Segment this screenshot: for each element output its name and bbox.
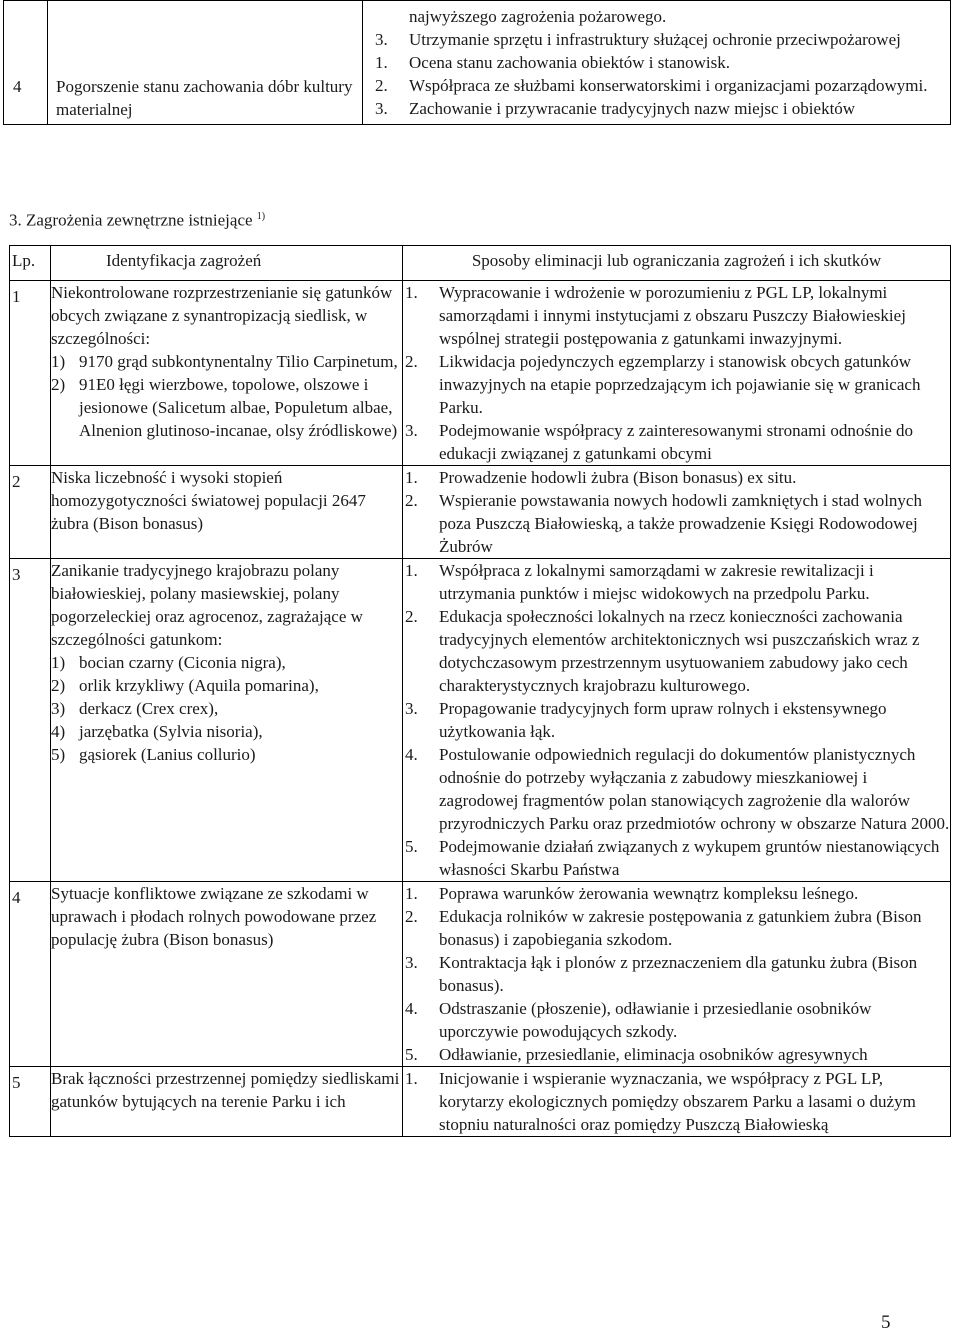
section-title-text: 3. Zagrożenia zewnętrzne istniejące (9, 210, 253, 230)
subitem-number: 2) (51, 676, 66, 695)
elimination-methods (403, 559, 951, 882)
threat-identification (51, 559, 403, 882)
item-text: Współpraca ze służbami konserwatorskimi i organizacjami pozarządowymi. (409, 76, 928, 95)
table-row (10, 1067, 951, 1137)
item-number: 1. (375, 53, 388, 72)
item-text: Inicjowanie i wspieranie wyznaczania, we współpracy z PGL LP, korytarzy ekologicznych pomiędzy obszarem Parku a lasami o dużym stopniu naturalności oraz pomiędzy Puszczą Białowieską (439, 1069, 916, 1134)
item-number: 3. (405, 699, 418, 718)
external-threats-table (9, 245, 951, 1137)
subitem-number: 4) (51, 722, 66, 741)
item-number: 1. (405, 884, 418, 903)
item-text: Edukacja rolników w zakresie postępowania z gatunkiem żubra (Bison bonasus) i zapobiegania szkodom. (439, 907, 922, 949)
threat-subitem (51, 720, 402, 743)
page-number: 5 (881, 1312, 891, 1333)
subitem-number: 2) (51, 375, 66, 394)
row-number (10, 281, 51, 466)
list-item (403, 951, 950, 997)
methods-list (403, 466, 950, 558)
elimination-methods (403, 466, 951, 559)
item-text: Wypracowanie i wdrożenie w porozumieniu z PGL LP, lokalnymi samorządami i innymi instytucjami z obszaru Puszczy Białowieskiej wspólnej strategii postępowania z gatunkami inwazyjnymi. (439, 283, 906, 348)
list-item (403, 281, 950, 350)
row-number (10, 1067, 51, 1137)
row-number-text: 4 (12, 888, 21, 907)
row-number-text: 5 (12, 1073, 21, 1092)
item-number: 1. (405, 283, 418, 302)
item-number (373, 5, 409, 28)
item-text: Edukacja społeczności lokalnych na rzecz konieczności zachowania tradycyjnych elementów architektonicznych wsi puszczańskich wraz z dotychczasowym przestrzennym usytuowaniem zabudowy jako cech charakterystycznych krajobrazu kulturowego. (439, 607, 920, 695)
subitem-number: 3) (51, 699, 66, 718)
item-number: 3. (405, 953, 418, 972)
item-text: Ocena stanu zachowania obiektów i stanowisk. (409, 53, 731, 72)
column-header-lp: Lp. (10, 246, 51, 281)
list-item (403, 489, 950, 558)
threat-subitem (51, 697, 402, 720)
list-item (403, 466, 950, 489)
subitem-text: bocian czarny (Ciconia nigra), (79, 653, 286, 672)
subitem-text: orlik krzykliwy (Aquila pomarina), (79, 676, 319, 695)
subitem-text: 9170 grąd subkontynentalny Tilio Carpinetum, (79, 352, 398, 371)
list-item (373, 28, 942, 51)
column-header-methods: Sposoby eliminacji lub ograniczania zagrożeń i ich skutków (403, 246, 951, 281)
methods-list (403, 1067, 950, 1136)
list-item (403, 743, 950, 835)
column-header-identification: Identyfikacja zagrożeń (51, 246, 403, 281)
item-text: Likwidacja pojedynczych egzemplarzy i stanowisk obcych gatunków inwazyjnych na etapie poprzedzającym ich pojawianie się w granicach Parku. (439, 352, 921, 417)
threat-subitem (51, 651, 402, 674)
elimination-methods (403, 882, 951, 1067)
item-text: Utrzymanie sprzętu i infrastruktury służącej ochronie przeciwpożarowej (409, 30, 901, 49)
item-number: 2. (405, 607, 418, 626)
elimination-methods (363, 1, 951, 125)
item-number: 2. (375, 76, 388, 95)
threat-description: Sytuacje konfliktowe związane ze szkodami w uprawach i płodach rolnych powodowane przez populację żubra (Bison bonasus) (51, 884, 377, 949)
threat-description: Zanikanie tradycyjnego krajobrazu polany białowieskiej, polany masiewskiej, polany pogorzeleckiej oraz agrocenoz, zagrażające w szczególności gatunkom: (51, 561, 363, 649)
list-item (403, 882, 950, 905)
row-number (10, 559, 51, 882)
threat-identification (51, 1067, 403, 1137)
table-body (10, 281, 951, 1137)
subitem-text: jarzębatka (Sylvia nisoria), (79, 722, 263, 741)
table-row (10, 466, 951, 559)
threat-identification (51, 281, 403, 466)
item-text: Współpraca z lokalnymi samorządami w zakresie rewitalizacji i utrzymania punktów i miejsc widokowych na przedpolu Parku. (439, 561, 874, 603)
subitem-text: derkacz (Crex crex), (79, 699, 219, 718)
table-row (10, 281, 951, 466)
item-number: 2. (405, 352, 418, 371)
item-number: 1. (405, 1069, 418, 1088)
methods-list (403, 281, 950, 465)
item-number: 5. (405, 1045, 418, 1064)
list-item (403, 419, 950, 465)
list-item (403, 997, 950, 1043)
item-text: Podejmowanie współpracy z zainteresowanymi stronami odnośnie do edukacji związanej z gatunkami obcymi (439, 421, 913, 463)
item-number: 3. (405, 421, 418, 440)
table-row (10, 559, 951, 882)
list-item (403, 605, 950, 697)
list-item (403, 835, 950, 881)
methods-list (403, 882, 950, 1066)
row-number: 4 (4, 1, 48, 125)
footnote-mark: 1) (256, 211, 266, 222)
table-header-row (10, 246, 951, 281)
item-text: najwyższego zagrożenia pożarowego. (409, 7, 667, 26)
methods-list (373, 5, 942, 120)
table-row (4, 1, 951, 125)
threat-description: Niska liczebność i wysoki stopień homozygotyczności światowej populacji 2647 żubra (Bison bonasus) (51, 468, 366, 533)
item-text: Poprawa warunków żerowania wewnątrz kompleksu leśnego. (439, 884, 859, 903)
list-item (403, 1067, 950, 1136)
threat-subitem (51, 674, 402, 697)
previous-section-table (3, 0, 951, 125)
list-item (373, 5, 942, 28)
threat-identification (51, 466, 403, 559)
item-text: Odławianie, przesiedlanie, eliminacja osobników agresywnych (439, 1045, 868, 1064)
elimination-methods (403, 281, 951, 466)
item-number: 3. (375, 30, 388, 49)
subitem-number: 5) (51, 745, 66, 764)
item-number: 5. (405, 837, 418, 856)
list-item (403, 697, 950, 743)
methods-list (403, 559, 950, 881)
threat-description: Brak łączności przestrzennej pomiędzy siedliskami gatunków bytujących na terenie Parku i ich (51, 1069, 400, 1111)
item-text: Zachowanie i przywracanie tradycyjnych nazw miejsc i obiektów (409, 99, 856, 118)
row-number-text: 2 (12, 472, 21, 491)
item-number: 2. (405, 907, 418, 926)
subitem-text: 91E0 łęgi wierzbowe, topolowe, olszowe i jesionowe (Salicetum albae, Populetum albae, Alnenion glutinoso-incanae, olsy źródliskowe) (79, 375, 398, 440)
threat-identification: Pogorszenie stanu zachowania dóbr kultury materialnej (48, 1, 363, 125)
threat-subitem (51, 743, 402, 766)
threat-subitem (51, 373, 402, 442)
item-text: Podejmowanie działań związanych z wykupem gruntów niestanowiących własności Skarbu Państwa (439, 837, 940, 879)
section-title (9, 206, 265, 232)
list-item (403, 905, 950, 951)
list-item (373, 51, 942, 74)
row-number-text: 1 (12, 287, 21, 306)
item-text: Wspieranie powstawania nowych hodowli zamkniętych i stad wolnych poza Puszczą Białowieską, a także prowadzenie Księgi Rodowodowej Żubrów (439, 491, 922, 556)
item-number: 1. (405, 468, 418, 487)
list-item (403, 1043, 950, 1066)
item-number: 4. (405, 999, 418, 1018)
list-item (373, 74, 942, 97)
item-number: 3. (375, 99, 388, 118)
elimination-methods (403, 1067, 951, 1137)
item-text: Propagowanie tradycyjnych form upraw rolnych i ekstensywnego użytkowania łąk. (439, 699, 887, 741)
list-item (403, 559, 950, 605)
subitem-number: 1) (51, 352, 66, 371)
threat-description: Niekontrolowane rozprzestrzenianie się gatunków obcych związane z synantropizacją siedlisk, w szczególności: (51, 283, 393, 348)
threat-identification (51, 882, 403, 1067)
row-number (10, 466, 51, 559)
subitem-number: 1) (51, 653, 66, 672)
item-text: Postulowanie odpowiednich regulacji do dokumentów planistycznych odnośnie do potrzeby wyłączania z zabudowy mieszkaniowej i zagrodowej fragmentów polan stanowiących zagrożenie dla walorów przyrodniczych Parku oraz przedmiotów ochrony w obszarze Natura 2000. (439, 745, 950, 833)
item-text: Prowadzenie hodowli żubra (Bison bonasus) ex situ. (439, 468, 797, 487)
list-item (373, 97, 942, 120)
list-item (403, 350, 950, 419)
item-number: 4. (405, 745, 418, 764)
item-number: 1. (405, 561, 418, 580)
item-text: Kontraktacja łąk i plonów z przeznaczeniem dla gatunku żubra (Bison bonasus). (439, 953, 918, 995)
row-number-text: 3 (12, 565, 21, 584)
item-text: Odstraszanie (płoszenie), odławianie i przesiedlanie osobników uporczywie powodujących szkody. (439, 999, 872, 1041)
subitem-text: gąsiorek (Lanius collurio) (79, 745, 256, 764)
threat-subitem (51, 350, 402, 373)
table-row (10, 882, 951, 1067)
row-number (10, 882, 51, 1067)
item-number: 2. (405, 491, 418, 510)
